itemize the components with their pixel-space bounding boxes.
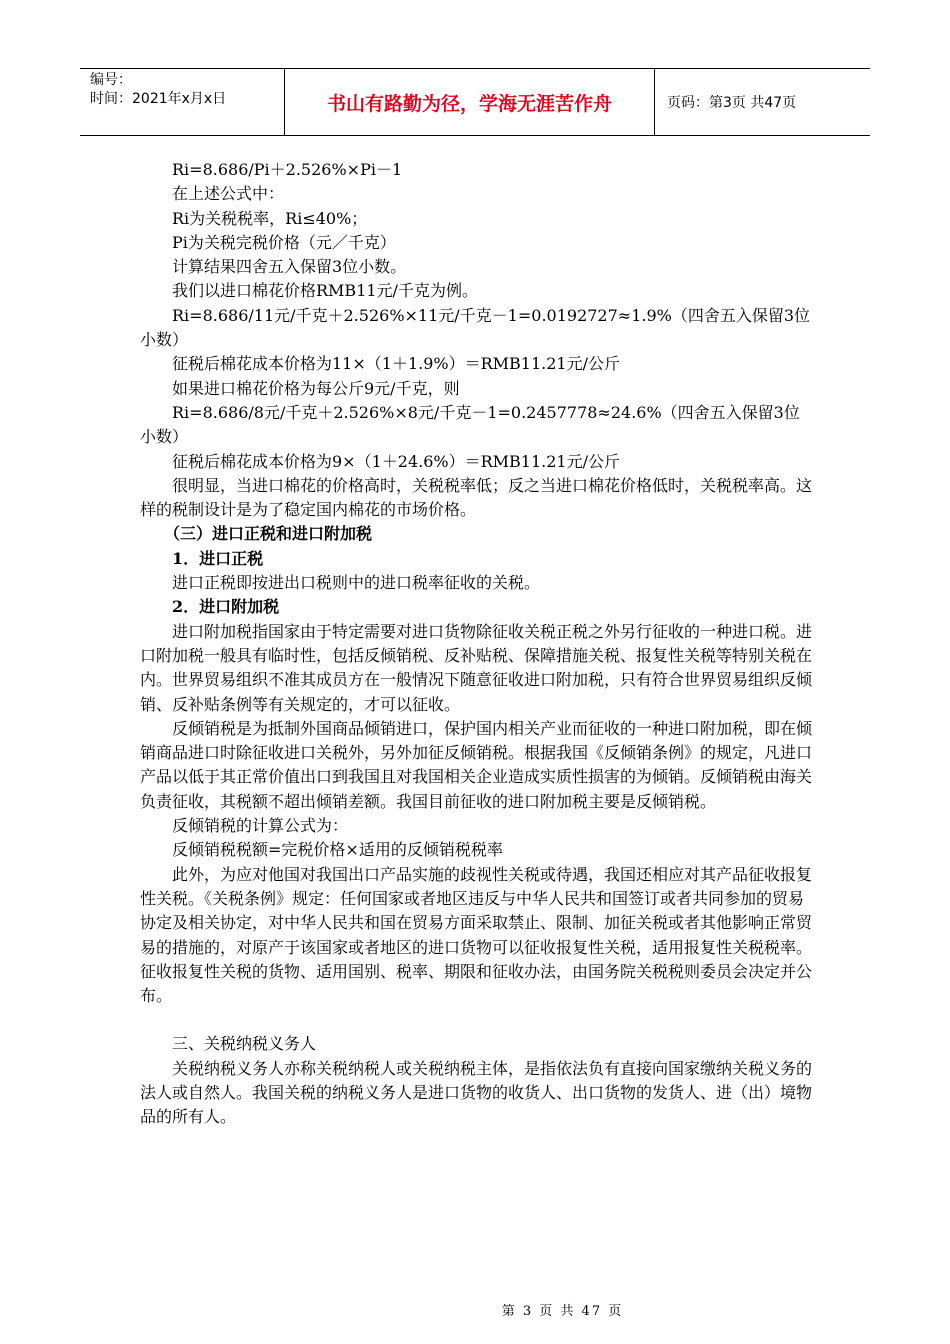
header-motto: 书山有路勤为径，学海无涯苦作舟 xyxy=(285,69,655,135)
header-meta xyxy=(80,69,285,135)
subsection-heading: 1．进口正税 xyxy=(172,548,264,568)
footer-page-number: 第 3 页 共 47 页 xyxy=(501,1304,624,1319)
paragraph: 进口附加税指国家由于特定需要对进口货物除征收关税正税之外另行征收的一种进口税。进口附加税一般具有临时性，包括反倾销税、反补贴税、保障措施关税、报复性关税等特别关税在内。世界贸易组织不准其成员方在一般情况下随意征收进口附加税，只有符合世界贸易组织反倾销、反补贴条例等有关规定的，才可以征收。 xyxy=(140,621,813,714)
paragraph: Pi为关税完税价格（元／千克） xyxy=(172,232,396,252)
spacer xyxy=(140,1008,812,1032)
paragraph: 反倾销税税额=完税价格×适用的反倾销税税率 xyxy=(172,840,503,860)
paragraph: Ri=8.686/Pi＋2.526%×Pi－1 xyxy=(172,160,403,179)
subsection-heading: 2．进口附加税 xyxy=(172,597,280,617)
paragraph: 征税后棉花成本价格为11×（1＋1.9%）＝RMB11.21元/公斤 xyxy=(172,354,620,374)
paragraph: Ri=8.686/8元/千克＋2.526%×8元/千克－1=0.2457778≈24.6%（四舍五入保留3位小数） xyxy=(140,402,800,447)
document-time-label: 时间：2021年x月x日 xyxy=(90,91,227,107)
section-heading: （三）进口正税和进口附加税 xyxy=(164,524,373,544)
chapter-heading: 三、关税纳税义务人 xyxy=(172,1034,317,1054)
paragraph: 在上述公式中： xyxy=(172,184,285,204)
paragraph: Ri为关税税率，Ri≤40%； xyxy=(172,208,368,228)
page-header xyxy=(80,68,870,136)
paragraph: 如果进口棉花价格为每公斤9元/千克，则 xyxy=(172,378,460,398)
paragraph: 反倾销税的计算公式为： xyxy=(172,816,349,836)
paragraph: 我们以进口棉花价格RMB11元/千克为例。 xyxy=(172,281,478,301)
paragraph: 征税后棉花成本价格为9×（1＋24.6%）＝RMB11.21元/公斤 xyxy=(172,451,620,471)
paragraph: Ri=8.686/11元/千克＋2.526%×11元/千克－1=0.0192727≈1.9%（四舍五入保留3位小数） xyxy=(140,305,811,350)
paragraph: 反倾销税是为抵制外国商品倾销进口，保护国内相关产业而征收的一种进口附加税，即在倾销商品进口时除征收进口关税外，另外加征反倾销税。根据我国《反倾销条例》的规定，凡进口产品以低于其正常价值出口到我国且对我国相关企业造成实质性损害的为倾销。反倾销税由海关负责征收，其税额不超出倾销差额。我国目前征收的进口附加税主要是反倾销税。 xyxy=(140,718,813,811)
paragraph: 进口正税即按进出口税则中的进口税率征收的关税。 xyxy=(172,573,541,593)
paragraph: 关税纳税义务人亦称关税纳税人或关税纳税主体，是指依法负有直接向国家缴纳关税义务的法人或自然人。我国关税的纳税义务人是进口货物的收货人、出口货物的发货人、进（出）境物品的所有人。 xyxy=(140,1058,813,1127)
page-footer xyxy=(0,1300,950,1319)
paragraph: 很明显，当进口棉花的价格高时，关税税率低；反之当进口棉花价格低时，关税税率高。这样的税制设计是为了稳定国内棉花的市场价格。 xyxy=(140,475,813,520)
document-body xyxy=(140,158,812,1130)
paragraph: 计算结果四舍五入保留3位小数。 xyxy=(172,257,407,277)
document-number-label: 编号： xyxy=(90,72,132,88)
header-page-info: 页码：第3页 共47页 xyxy=(667,95,797,111)
paragraph: 此外，为应对他国对我国出口产品实施的歧视性关税或待遇，我国还相应对其产品征收报复性关税。《关税条例》规定：任何国家或者地区违反与中华人民共和国签订或者共同参加的贸易协定及相关协定，对中华人民共和国在贸易方面采取禁止、限制、加征关税或者其他影响正常贸易的措施的，对原产于该国家或者地区的进口货物可以征收报复性关税，适用报复性关税税率。征收报复性关税的货物、适用国别、税率、期限和征收办法，由国务院关税税则委员会决定并公布。 xyxy=(140,864,813,1006)
